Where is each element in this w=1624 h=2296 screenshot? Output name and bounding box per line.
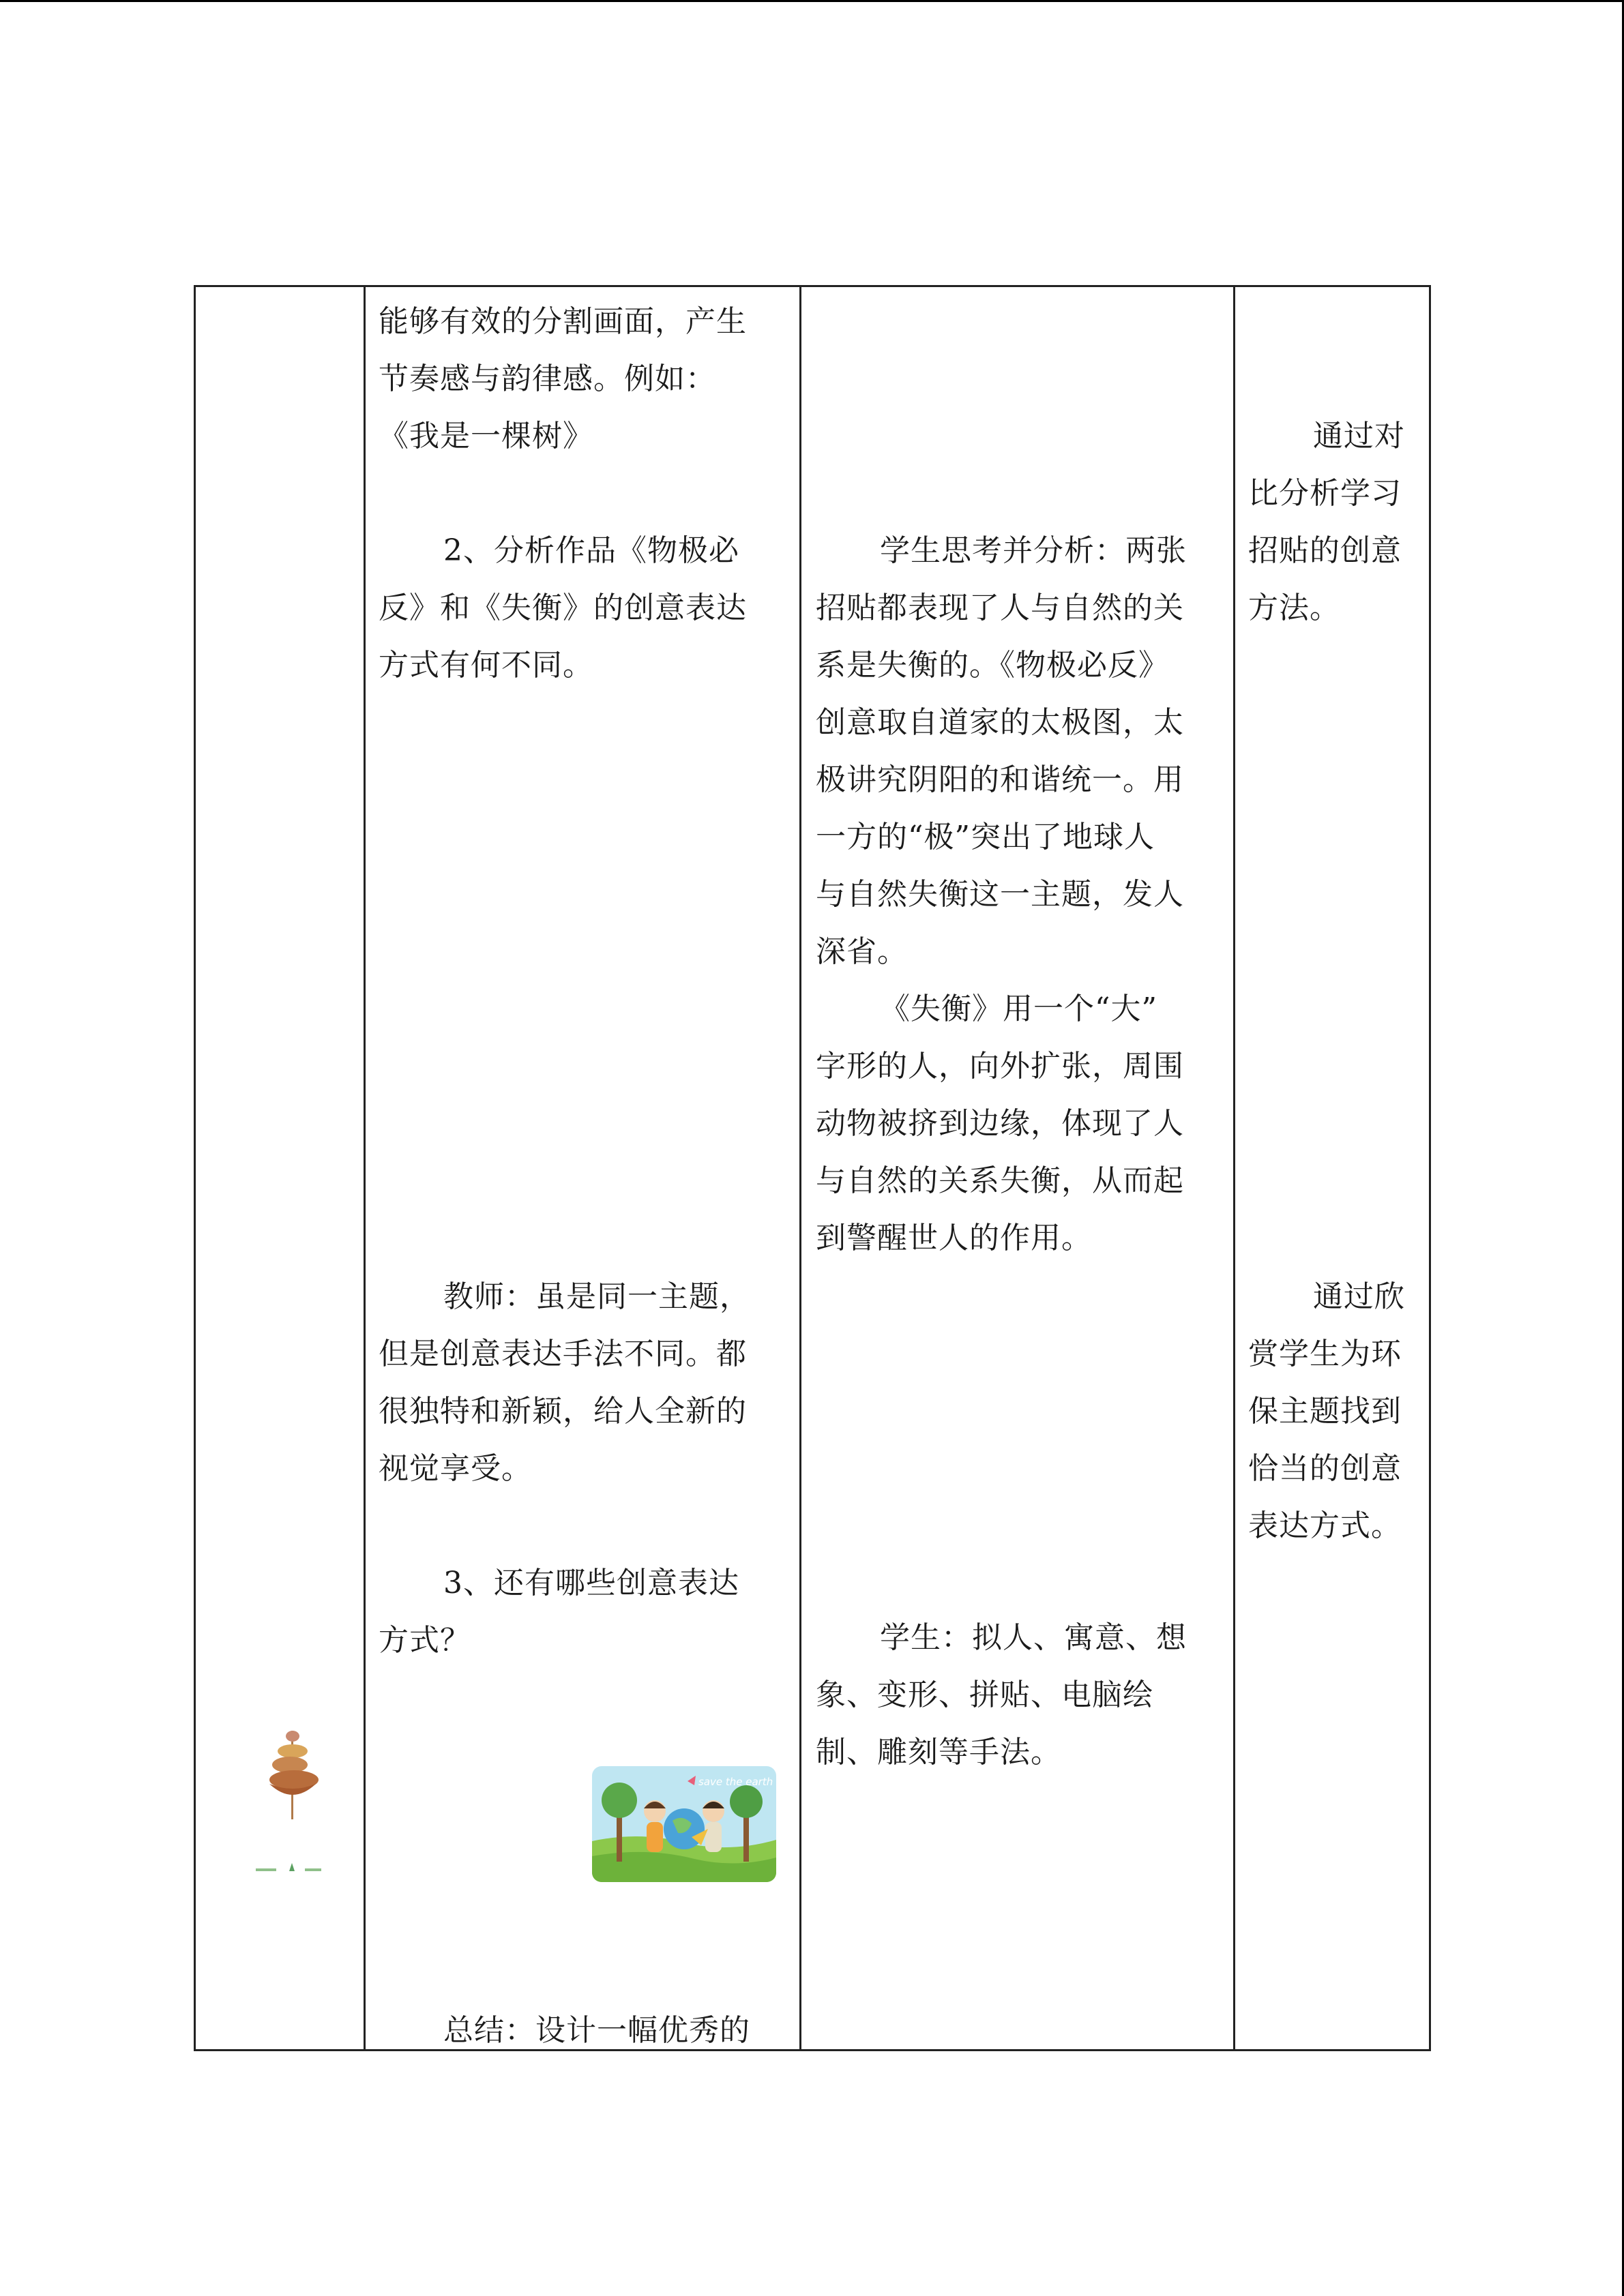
text-line: 表达方式。 xyxy=(1248,1508,1402,1543)
text-line: 深省。 xyxy=(816,934,908,969)
text-line: 视觉享受。 xyxy=(379,1451,532,1486)
text-line: 字形的人，向外扩张，周围 xyxy=(816,1049,1184,1084)
poster-thumbnail-save-the-earth xyxy=(592,1766,776,1882)
text-line: 方法。 xyxy=(1248,591,1340,625)
text-line: 2、分析作品《物极必 xyxy=(443,533,739,568)
column-divider-2 xyxy=(799,287,801,2049)
poster-caption: save the earth xyxy=(698,1776,773,1788)
text-line: 创意取自道家的太极图，太 xyxy=(816,705,1184,740)
column-divider-3 xyxy=(1233,287,1235,2049)
text-line: 动物被挤到边缘，体现了人 xyxy=(816,1106,1184,1141)
text-line: 制、雕刻等手法。 xyxy=(816,1735,1061,1770)
text-line: 学生思考并分析：两张 xyxy=(880,533,1187,568)
text-line: 方式有何不同。 xyxy=(379,648,593,683)
text-line: 教师：虽是同一主题， xyxy=(443,1279,750,1314)
lesson-table xyxy=(194,285,1431,2051)
text-line: 总结：设计一幅优秀的 xyxy=(443,2013,750,2048)
text-line: 招贴的创意 xyxy=(1248,533,1402,568)
column-divider-1 xyxy=(364,287,366,2049)
text-line: 招贴都表现了人与自然的关 xyxy=(816,591,1184,625)
text-line: 与自然失衡这一主题，发人 xyxy=(816,877,1184,912)
text-line: 一方的“极”突出了地球人 xyxy=(816,820,1155,854)
text-line: 通过对 xyxy=(1313,419,1405,453)
page-top-edge xyxy=(0,0,1624,2)
text-line: 节奏感与韵律感。例如： xyxy=(379,361,716,396)
text-line: 比分析学习 xyxy=(1248,476,1402,511)
poster-thumbnail-leaf-stack xyxy=(249,1717,338,1874)
text-line: 到警醒世人的作用。 xyxy=(816,1221,1092,1255)
text-line: 《我是一棵树》 xyxy=(379,419,593,453)
text-line: 《失衡》用一个“大” xyxy=(880,992,1157,1026)
text-line: 象、变形、拼贴、电脑绘 xyxy=(816,1678,1153,1712)
text-line: 但是创意表达手法不同。都 xyxy=(379,1337,747,1371)
text-line: 与自然的关系失衡，从而起 xyxy=(816,1163,1184,1198)
text-line: 学生：拟人、寓意、想 xyxy=(880,1620,1187,1655)
text-line: 很独特和新颖，给人全新的 xyxy=(379,1394,747,1429)
text-line: 保主题找到 xyxy=(1248,1394,1402,1429)
text-line: 极讲究阴阳的和谐统一。用 xyxy=(816,762,1184,797)
text-line: 3、还有哪些创意表达 xyxy=(443,1566,739,1600)
text-line: 通过欣 xyxy=(1313,1279,1405,1314)
text-line: 系是失衡的。《物极必反》 xyxy=(816,648,1169,683)
text-line: 赏学生为环 xyxy=(1248,1337,1402,1371)
text-line: 恰当的创意 xyxy=(1248,1451,1402,1486)
text-line: 反》和《失衡》的创意表达 xyxy=(379,591,747,625)
text-line: 能够有效的分割画面，产生 xyxy=(379,304,747,339)
text-line: 方式？ xyxy=(379,1623,471,1658)
